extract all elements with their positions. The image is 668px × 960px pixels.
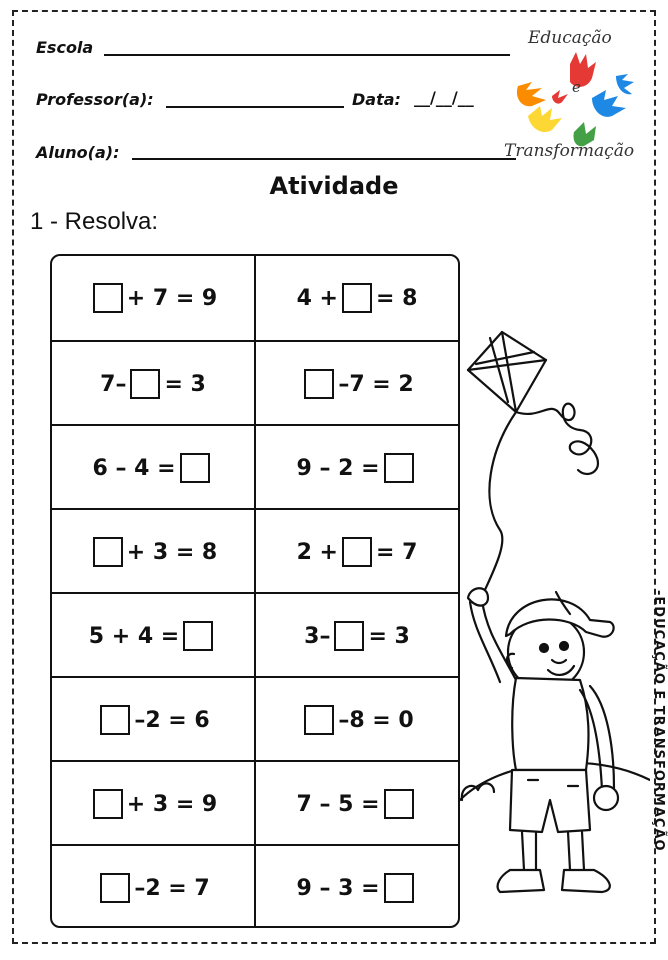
professor-field[interactable] bbox=[166, 106, 344, 108]
answer-box[interactable] bbox=[100, 873, 130, 903]
exercise-row bbox=[52, 676, 458, 762]
escola-label: Escola bbox=[36, 38, 94, 57]
expression-before: 6 – 4 = bbox=[92, 455, 176, 481]
expression-before: 7 – 5 = bbox=[296, 791, 380, 817]
answer-box[interactable] bbox=[93, 283, 123, 313]
boy-with-kite-illustration bbox=[460, 330, 650, 930]
exercise-cell-left bbox=[52, 510, 254, 594]
expression-after: –2 = 7 bbox=[134, 875, 210, 901]
exercise-cell-left bbox=[52, 846, 254, 928]
answer-box[interactable] bbox=[304, 369, 334, 399]
answer-box[interactable] bbox=[342, 537, 372, 567]
expression-after: + 3 = 9 bbox=[126, 791, 218, 817]
exercise-row bbox=[52, 508, 458, 594]
expression-after: + 3 = 8 bbox=[126, 539, 218, 565]
page-title: Atividade bbox=[269, 172, 399, 200]
professor-label: Professor(a): bbox=[36, 90, 154, 109]
exercise-cell-right bbox=[256, 256, 458, 340]
exercise-cell-right bbox=[256, 846, 458, 928]
answer-box[interactable] bbox=[180, 453, 210, 483]
expression-after: –2 = 6 bbox=[134, 707, 210, 733]
answer-box[interactable] bbox=[304, 705, 334, 735]
side-watermark bbox=[652, 590, 668, 860]
expression-before: 7– bbox=[100, 371, 127, 397]
exercise-cell-right bbox=[256, 510, 458, 594]
exercise-cell-right bbox=[256, 678, 458, 762]
answer-box[interactable] bbox=[334, 621, 364, 651]
data-field[interactable]: __/__/__ bbox=[414, 88, 474, 107]
exercise-cell-right bbox=[256, 426, 458, 510]
exercise-cell-right bbox=[256, 594, 458, 678]
hands-icon bbox=[508, 46, 658, 156]
answer-box[interactable] bbox=[384, 453, 414, 483]
answer-box[interactable] bbox=[100, 705, 130, 735]
expression-after: = 3 bbox=[164, 371, 206, 397]
exercise-cell-left bbox=[52, 594, 254, 678]
expression-before: 5 + 4 = bbox=[88, 623, 180, 649]
educacao-transformacao-logo bbox=[504, 24, 658, 169]
answer-box[interactable] bbox=[342, 283, 372, 313]
exercise-cell-left bbox=[52, 678, 254, 762]
exercise-row bbox=[52, 844, 458, 928]
exercise-cell-right bbox=[256, 762, 458, 846]
instruction: 1 - Resolva: bbox=[30, 208, 159, 235]
exercise-row bbox=[52, 424, 458, 510]
expression-after: = 7 bbox=[376, 539, 418, 565]
aluno-field[interactable] bbox=[132, 158, 516, 160]
logo-text-line2: e bbox=[572, 78, 581, 96]
exercise-row bbox=[52, 592, 458, 678]
expression-after: = 8 bbox=[376, 285, 418, 311]
exercise-cell-right bbox=[256, 342, 458, 426]
expression-before: 9 – 3 = bbox=[296, 875, 380, 901]
expression-before: 2 + bbox=[296, 539, 338, 565]
answer-box[interactable] bbox=[130, 369, 160, 399]
expression-before: 4 + bbox=[296, 285, 338, 311]
expression-before: 3– bbox=[304, 623, 331, 649]
logo-text-line3: Transformação bbox=[504, 141, 635, 161]
escola-field[interactable] bbox=[104, 54, 510, 56]
exercise-cell-left bbox=[52, 256, 254, 340]
exercise-cell-left bbox=[52, 426, 254, 510]
logo-text-line1: Educação bbox=[528, 28, 612, 48]
exercise-table bbox=[50, 254, 460, 928]
answer-box[interactable] bbox=[384, 789, 414, 819]
exercise-row bbox=[52, 256, 458, 340]
expression-after: = 3 bbox=[368, 623, 410, 649]
exercise-row bbox=[52, 340, 458, 426]
exercise-cell-left bbox=[52, 762, 254, 846]
exercise-cell-left bbox=[52, 342, 254, 426]
side-watermark-text: -EDUCAÇÃO E TRANSFORMAÇÃO bbox=[651, 590, 666, 852]
answer-box[interactable] bbox=[183, 621, 213, 651]
expression-before: 9 – 2 = bbox=[296, 455, 380, 481]
data-label: Data: bbox=[352, 90, 401, 109]
expression-after: –7 = 2 bbox=[338, 371, 414, 397]
expression-after: + 7 = 9 bbox=[126, 285, 218, 311]
expression-after: –8 = 0 bbox=[338, 707, 414, 733]
answer-box[interactable] bbox=[93, 789, 123, 819]
aluno-label: Aluno(a): bbox=[36, 143, 120, 162]
answer-box[interactable] bbox=[384, 873, 414, 903]
answer-box[interactable] bbox=[93, 537, 123, 567]
exercise-row bbox=[52, 760, 458, 846]
